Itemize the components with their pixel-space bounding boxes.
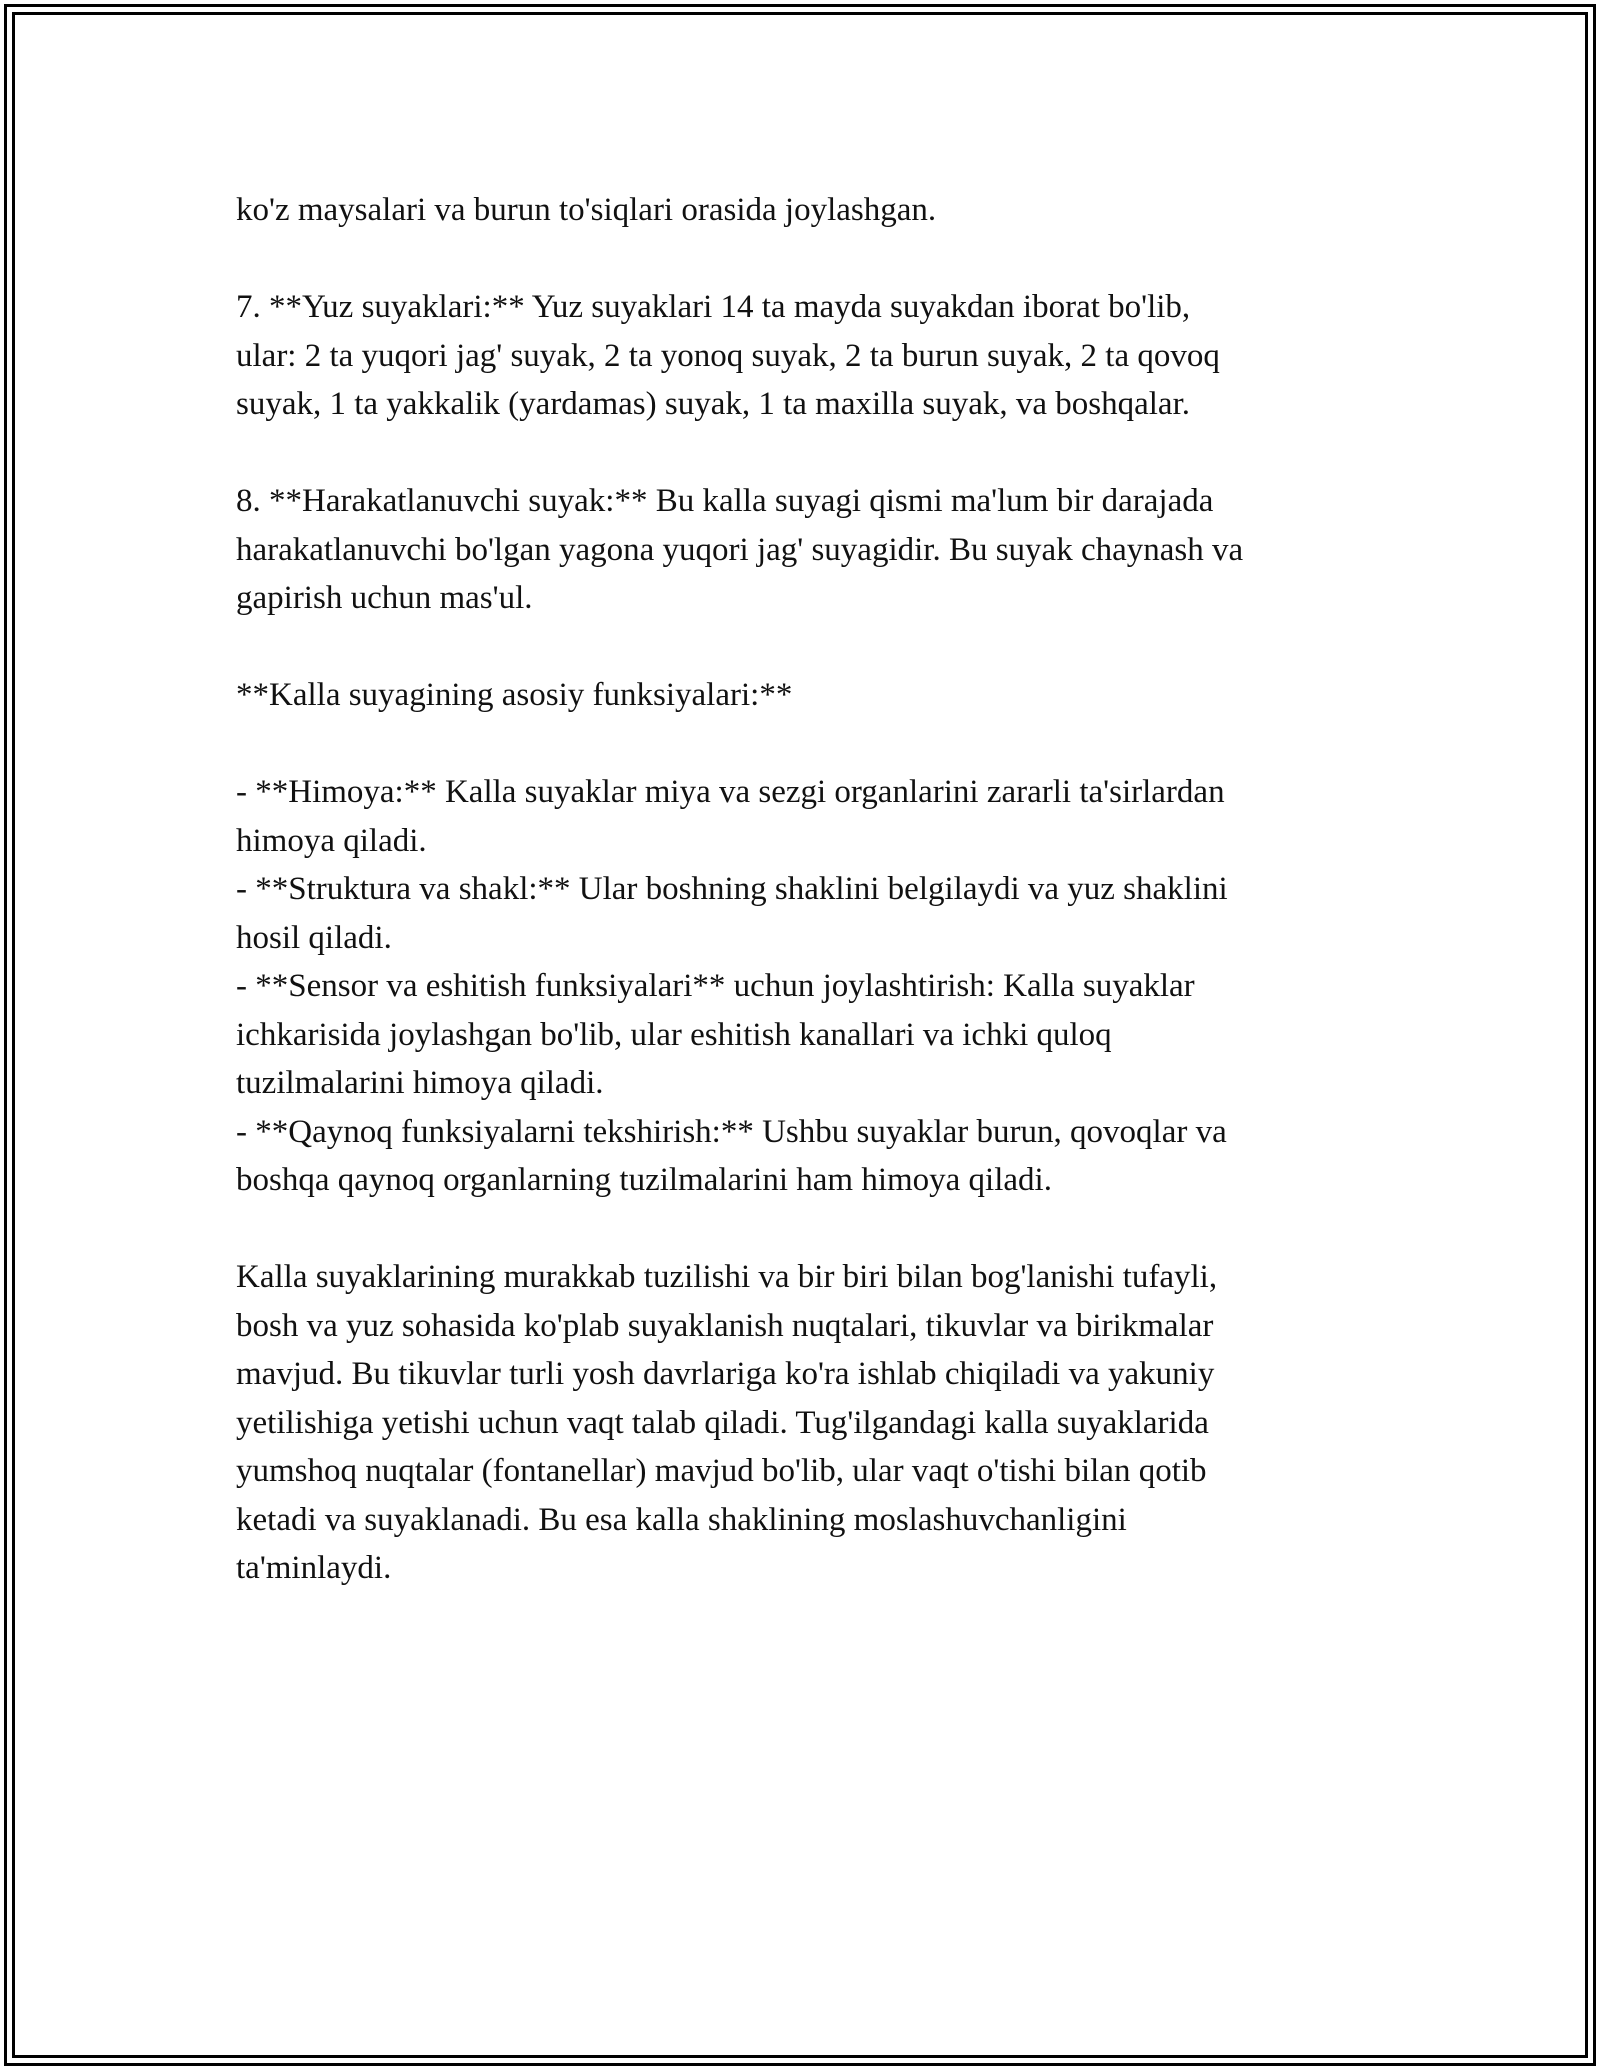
text-line: yetilishiga yetishi uchun vaqt talab qiladi. Tug'ilgandagi kalla suyaklarida (236, 1404, 1209, 1441)
text-line: ta'minlaydi. (236, 1550, 392, 1586)
text-line: ketadi va suyaklanadi. Bu esa kalla shaklining moslashuvchanligini (236, 1501, 1127, 1538)
paragraph-gap (236, 235, 1406, 284)
item-7-paragraph (236, 283, 1406, 429)
list-item-line: tuzilmalarini himoya qiladi. (236, 1065, 604, 1101)
list-item-line: hosil qiladi. (236, 919, 392, 956)
text-line: ko'z maysalari va burun to'siqlari orasida joylashgan. (236, 192, 937, 228)
functions-list (236, 768, 1406, 1205)
paragraph-gap (236, 720, 1406, 769)
document-body (236, 186, 1406, 1593)
text-line: 7. **Yuz suyaklari:** Yuz suyaklari 14 ta mayda suyakdan iborat bo'lib, (236, 289, 1191, 325)
item-8-paragraph (236, 477, 1406, 623)
closing-paragraph (236, 1253, 1406, 1593)
paragraph-gap (236, 623, 1406, 672)
list-item-line: - **Struktura va shakl:** Ular boshning shaklini belgilaydi va yuz shaklini (236, 871, 1228, 907)
paragraph-gap (236, 1205, 1406, 1254)
list-item-line: boshqa qaynoq organlarning tuzilmalarini ham himoya qiladi. (236, 1162, 1052, 1198)
list-item-line: ichkarisida joylashgan bo'lib, ular eshitish kanallari va ichki quloq (236, 1016, 1112, 1053)
list-item-line: - **Sensor va eshitish funksiyalari** uchun joylashtirish: Kalla suyaklar (236, 968, 1195, 1004)
list-item-line: - **Qaynoq funksiyalarni tekshirish:** Ushbu suyaklar burun, qovoqlar va (236, 1113, 1227, 1150)
text-line: gapirish uchun mas'ul. (236, 580, 533, 616)
functions-heading-paragraph (236, 671, 1406, 720)
text-line: suyak, 1 ta yakkalik (yardamas) suyak, 1 ta maxilla suyak, va boshqalar. (236, 386, 1190, 422)
intro-paragraph (236, 186, 1406, 235)
text-line: 8. **Harakatlanuvchi suyak:** Bu kalla suyagi qismi ma'lum bir darajada (236, 483, 1214, 519)
text-line: bosh va yuz sohasida ko'plab suyaklanish nuqtalari, tikuvlar va birikmalar (236, 1307, 1214, 1344)
paragraph-gap (236, 429, 1406, 478)
functions-heading: **Kalla suyagining asosiy funksiyalari:** (236, 677, 793, 713)
text-line: ular: 2 ta yuqori jag' suyak, 2 ta yonoq suyak, 2 ta burun suyak, 2 ta qovoq (236, 337, 1220, 374)
text-line: harakatlanuvchi bo'lgan yagona yuqori jag' suyagidir. Bu suyak chaynash va (236, 531, 1244, 568)
text-line: mavjud. Bu tikuvlar turli yosh davrlariga ko'ra ishlab chiqiladi va yakuniy (236, 1356, 1215, 1392)
list-item-line: - **Himoya:** Kalla suyaklar miya va sezgi organlarini zararli ta'sirlardan (236, 774, 1225, 810)
text-line: Kalla suyaklarining murakkab tuzilishi va bir biri bilan bog'lanishi tufayli, (236, 1259, 1218, 1295)
list-item-line: himoya qiladi. (236, 822, 427, 859)
text-line: yumshoq nuqtalar (fontanellar) mavjud bo'lib, ular vaqt o'tishi bilan qotib (236, 1453, 1207, 1489)
